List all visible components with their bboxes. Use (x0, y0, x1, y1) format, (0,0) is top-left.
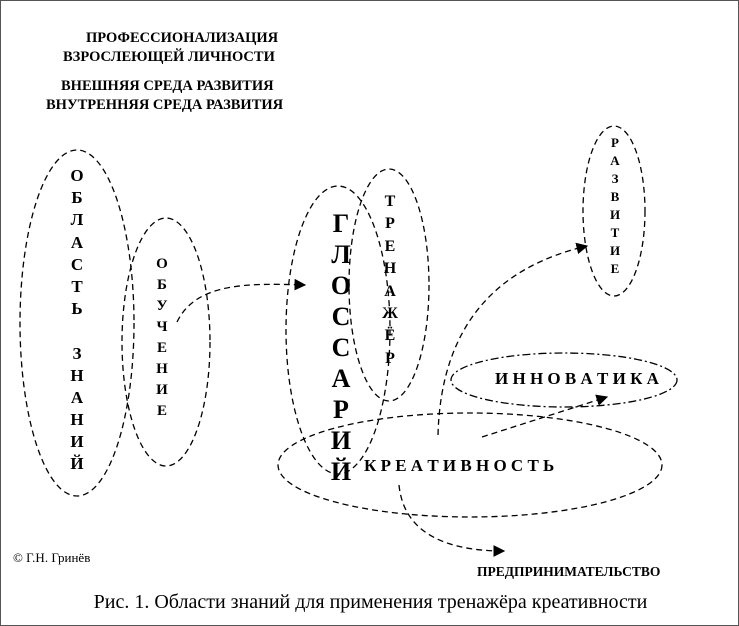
glossariy-letter: С (331, 333, 351, 362)
trenazher-letter: Е (384, 237, 396, 255)
header-line-4: ВНУТРЕННЯЯ СРЕДА РАЗВИТИЯ (46, 97, 284, 113)
glossariy-letter: Й (330, 457, 352, 486)
obuchenie-label (153, 257, 171, 419)
oblast-letter: Л (70, 210, 84, 230)
trenazher-letter: Ё (384, 327, 396, 345)
glossariy-letter: Л (331, 240, 351, 269)
glossariy-label (326, 211, 356, 485)
obuchenie-letter: Е (156, 340, 167, 356)
obuchenie-letter: Н (156, 361, 168, 377)
glossariy-letter: Р (333, 395, 349, 424)
razvitie-letter: В (610, 189, 620, 204)
trenazher-label (381, 194, 399, 367)
obuchenie-letter: Ч (156, 319, 168, 335)
razvitie-letter: И (609, 207, 621, 222)
trenazher-letter: Н (383, 260, 397, 278)
glossariy-letter: Г (332, 209, 350, 238)
oblast-letter: Т (71, 276, 83, 296)
oblast-letter: С (70, 254, 84, 274)
trenazher-letter: Р (385, 215, 395, 233)
oblast-letter: Й (70, 454, 84, 474)
header-line-2: ВЗРОСЛЕЮЩЕЙ ЛИЧНОСТИ (63, 49, 275, 65)
oblast-letter: А (70, 232, 84, 252)
predprinimatelstvo-label: ПРЕДПРИНИМАТЕЛЬСТВО (477, 564, 661, 579)
header-line-1: ПРОФЕССИОНАЛИЗАЦИЯ (86, 30, 279, 46)
razvitie-letter: Т (610, 225, 620, 240)
trenazher-letter: Т (384, 193, 396, 210)
oblast-letter: Ь (71, 299, 83, 319)
trenazher-letter: Ж (382, 304, 398, 322)
oblast-letter: А (70, 387, 84, 407)
arrow-obuchenie-glossariy (177, 284, 305, 322)
innovatika-label: И Н Н О В А Т И К А (495, 369, 659, 388)
razvitie-letter: Р (611, 135, 619, 150)
obuchenie-letter: Б (157, 277, 167, 293)
oblast-letter: Б (71, 188, 83, 208)
glossariy-letter: С (331, 302, 351, 331)
oblast-letter: И (70, 432, 84, 452)
arrow-to-predprinimatelstvo (399, 485, 504, 551)
razvitie-letter: А (610, 153, 620, 168)
obuchenie-letter: О (156, 256, 168, 272)
oblast-letter: Н (70, 410, 84, 430)
copyright: © Г.Н. Гринёв (13, 550, 91, 565)
kreativnost-label: К Р Е А Т И В Н О С Т Ь (364, 456, 555, 475)
oblast-letter: О (70, 166, 84, 185)
razvitie-letter: И (609, 243, 621, 258)
glossariy-letter: А (331, 364, 351, 393)
trenazher-letter: А (384, 282, 396, 300)
glossariy-letter: О (330, 271, 352, 300)
figure-caption: Рис. 1. Области знаний для применения тренажёра креативности (93, 591, 648, 613)
oblast-letter: Н (70, 365, 84, 385)
obuchenie-letter: Е (156, 403, 167, 419)
trenazher-letter: Р (385, 349, 395, 367)
obuchenie-letter: У (156, 298, 168, 314)
oblast-znaniy-label (67, 167, 87, 472)
razvitie-letter: Е (610, 261, 620, 276)
obuchenie-letter: И (156, 382, 168, 398)
razvitie-label (607, 136, 623, 275)
oblast-letter (75, 322, 79, 339)
razvitie-letter: З (611, 171, 619, 186)
oblast-letter: З (72, 343, 82, 363)
glossariy-letter: И (330, 426, 352, 455)
header-line-3: ВНЕШНЯЯ СРЕДА РАЗВИТИЯ (61, 78, 274, 94)
